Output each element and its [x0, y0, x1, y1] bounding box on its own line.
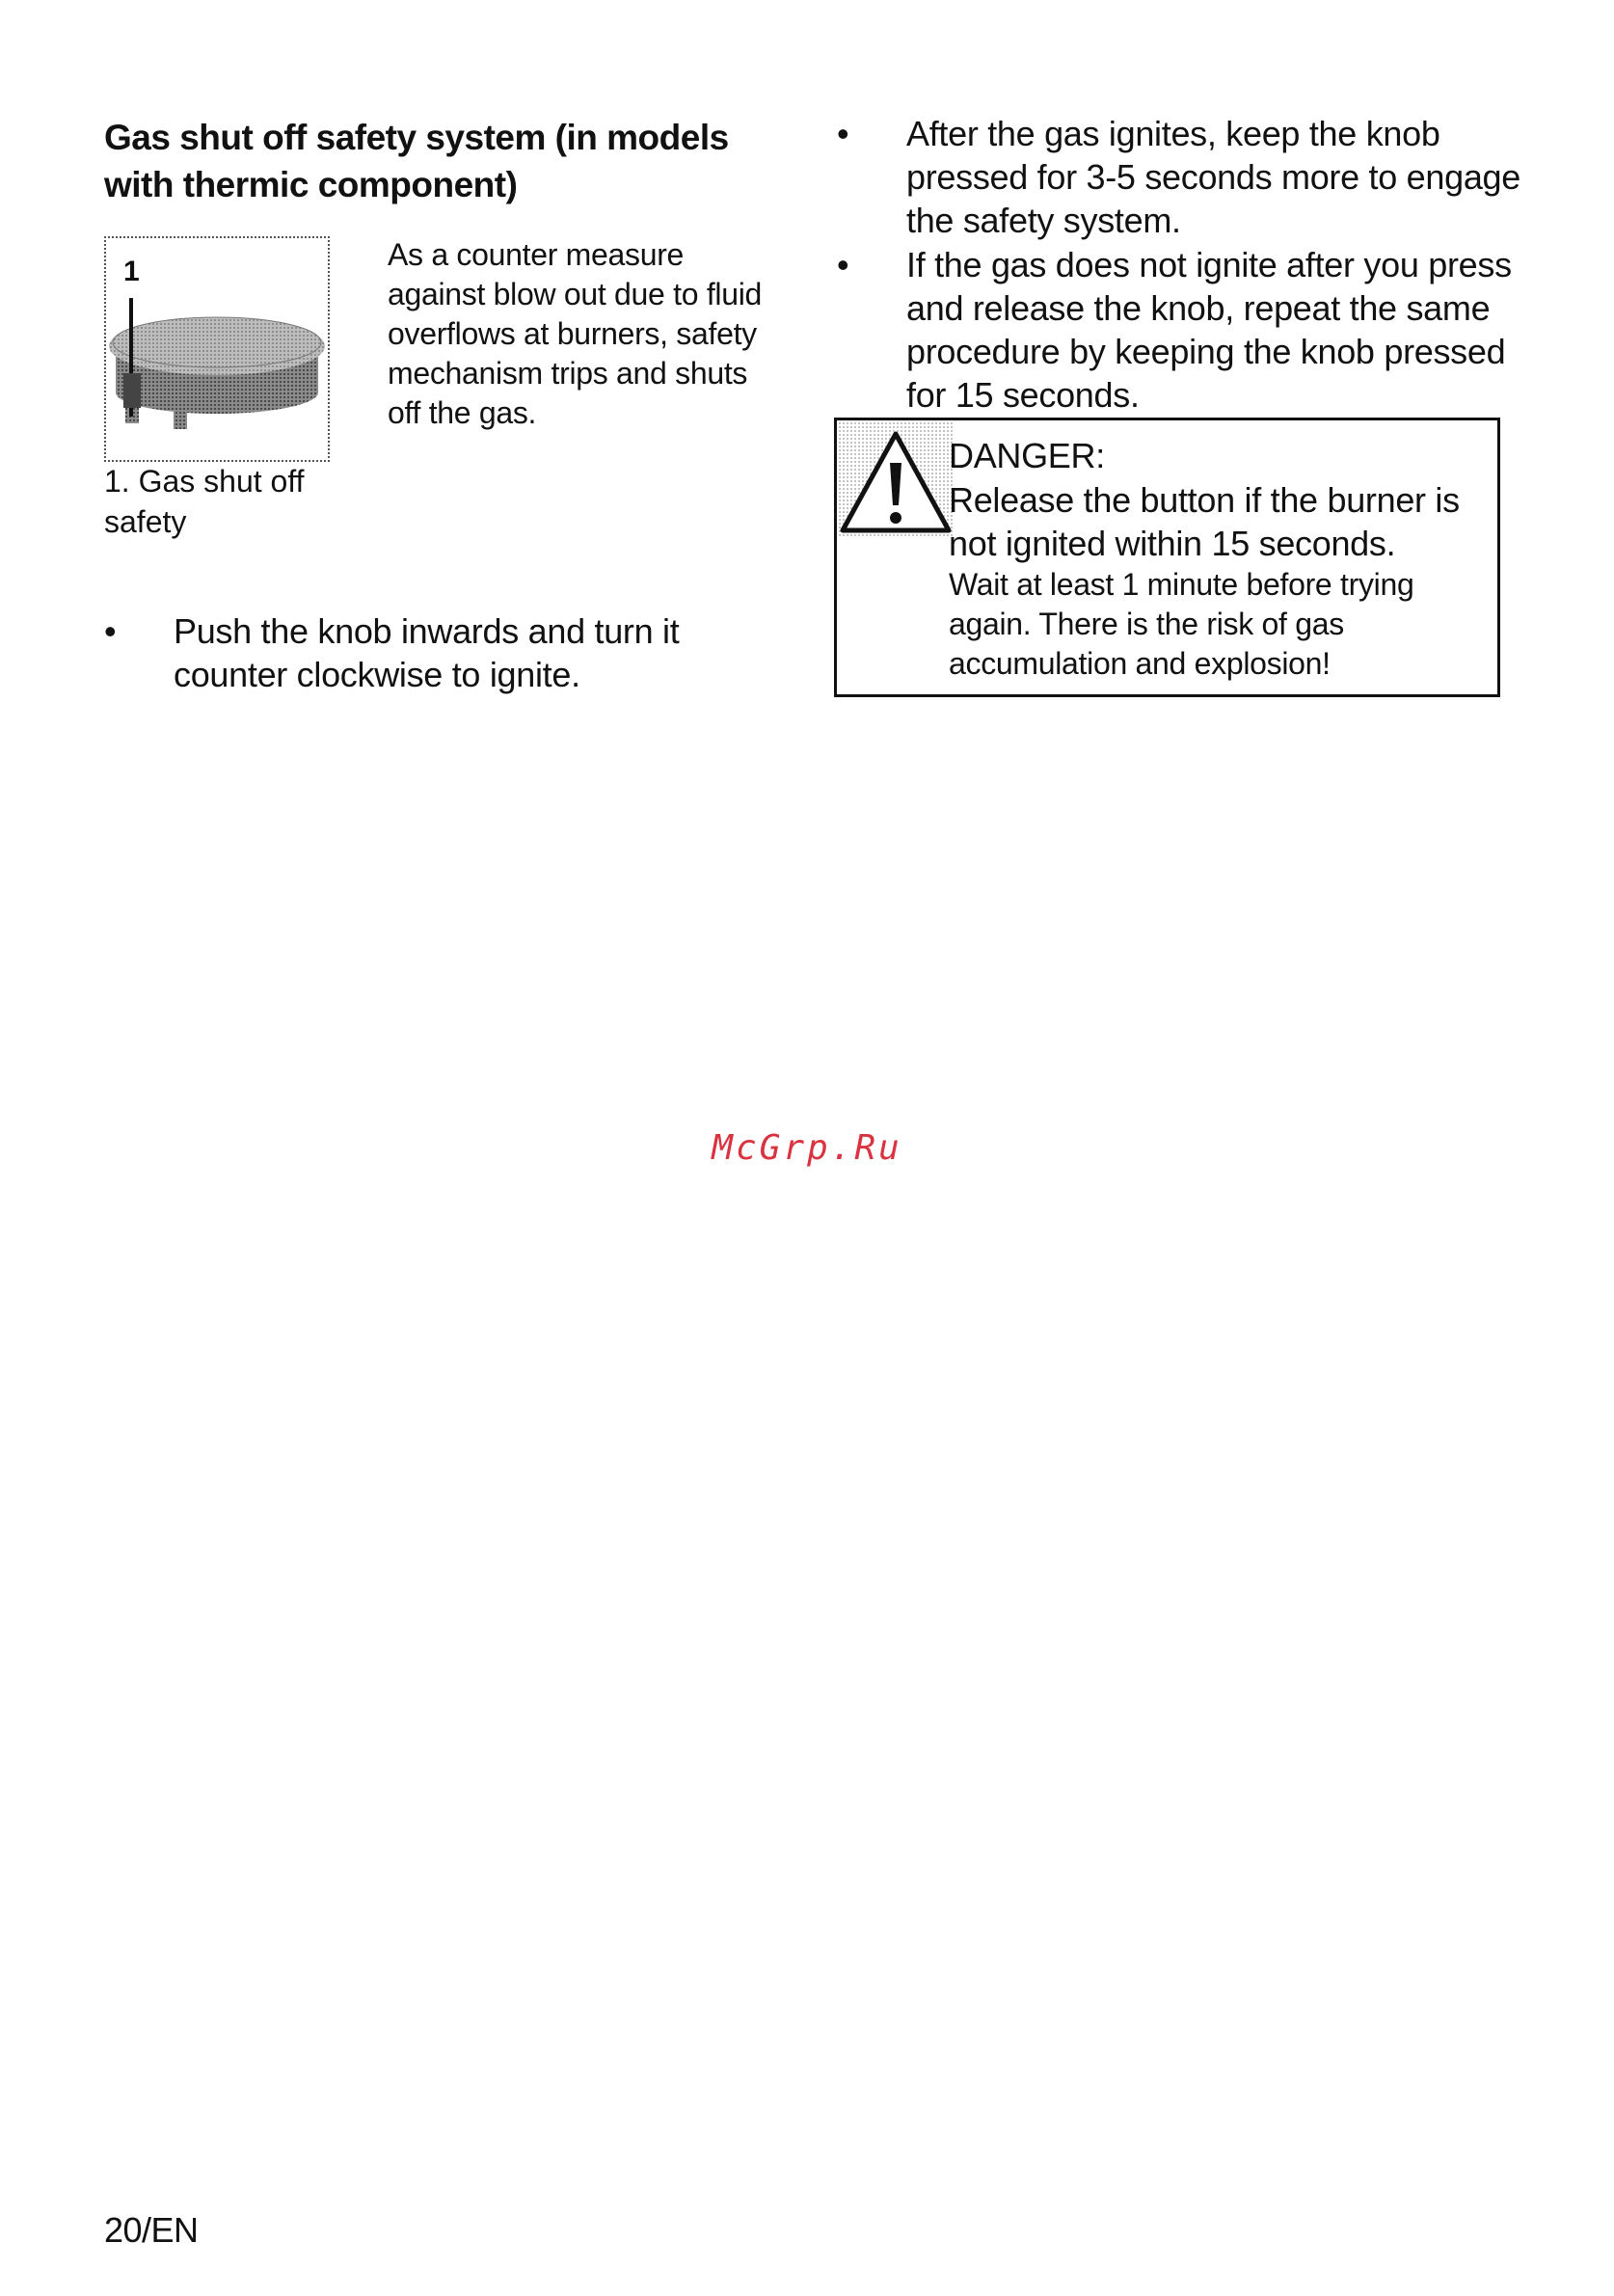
bullet-icon: • [104, 611, 117, 651]
page-number: 20/EN [104, 2210, 199, 2250]
list-item-text: If the gas does not ignite after you press and release the knob, repeat the same procedure by keeping the knob pressed for 15 seconds. [906, 245, 1512, 415]
burner-figure [104, 236, 330, 462]
list-item-text: Push the knob inwards and turn it counter clockwise to ignite. [174, 611, 680, 694]
danger-title: DANGER: [949, 436, 1105, 475]
bullet-icon: • [837, 245, 849, 284]
section-heading: Gas shut off safety system (in models with thermic component) [104, 118, 729, 204]
intro-paragraph: As a counter measure against blow out due to fluid overflows at burners, safety mechanism trips and shuts off the gas. [388, 237, 763, 430]
figure-number: 1 [123, 256, 140, 287]
list-item-text: After the gas ignites, keep the knob pressed for 3-5 seconds more to engage the safety system. [906, 114, 1520, 240]
danger-notice [834, 418, 1500, 697]
danger-lead-text: Release the button if the burner is not ignited within 15 seconds. [949, 480, 1460, 563]
watermark-link[interactable]: McGrp.Ru [712, 1128, 902, 1168]
bullet-icon: • [837, 114, 849, 153]
danger-detail-text: Wait at least 1 minute before trying again. There is the risk of gas accumulation and explosion! [949, 567, 1414, 681]
figure-caption: 1. Gas shut off safety [104, 464, 305, 539]
warning-triangle-icon [839, 422, 953, 536]
